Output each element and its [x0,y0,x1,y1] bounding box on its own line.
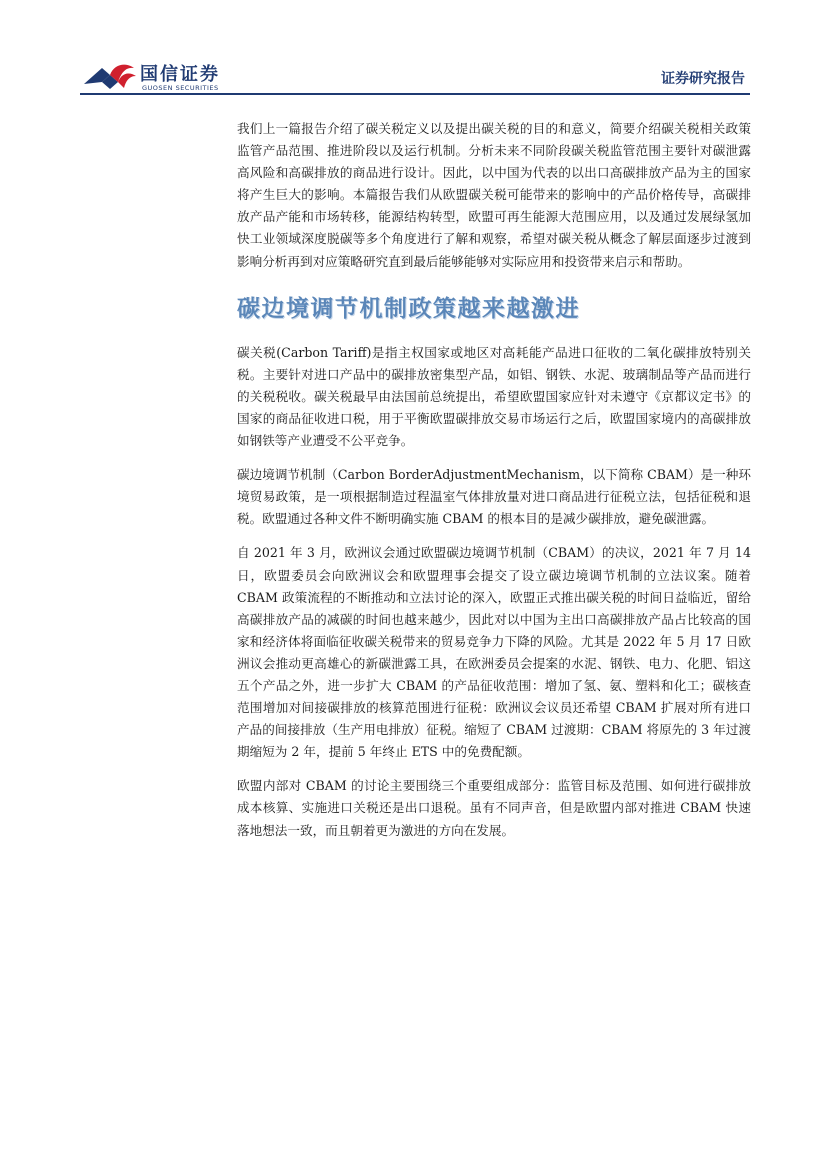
header-divider [80,93,750,95]
guosen-logo-icon [80,58,138,94]
page-header [0,0,827,100]
paragraph-cbam-definition: 碳边境调节机制（Carbon BorderAdjustmentMechanism，以下简称 CBAM）是一种环境贸易政策，是一项根据制造过程温室气体排放量对进口商品进行征税立法，包括征税和退税。欧盟通过各种文件不断明确实施 CBAM 的根本目的是减少碳排放，避免碳泄露。 [237,467,751,527]
logo-chinese-name: 国信证券 [140,64,220,85]
paragraph-carbon-tariff: 碳关税(Carbon Tariff)是指主权国家或地区对高耗能产品进口征收的二氧化碳排放特别关税。主要针对进口产品中的碳排放密集型产品，如铝、钢铁、水泥、玻璃制品等产品而进行的关税税收。碳关税最早由法国前总统提出，希望欧盟国家应针对未遵守《京都议定书》的国家的商品征收进口税，用于平衡欧盟碳排放交易市场运行之后，欧盟国家境内的高碳排放如钢铁等产业遭受不公平竞争。 [237,344,751,449]
company-logo [80,58,230,94]
section-heading: 碳边境调节机制政策越来越激进 [237,295,580,322]
intro-paragraph: 我们上一篇报告介绍了碳关税定义以及提出碳关税的目的和意义，简要介绍碳关税相关政策监管产品范围、推进阶段以及运行机制。分析未来不同阶段碳关税监管范围主要针对碳泄露高风险和高碳排放的商品进行设计。因此，以中国为代表的以出口高碳排放产品为主的国家将产生巨大的影响。本篇报告我们从欧盟碳关税可能带来的影响中的产品价格传导，高碳排放产品产能和市场转移，能源结构转型，欧盟可再生能源大范围应用，以及通过发展绿氢加快工业领域深度脱碳等多个角度进行了解和观察，希望对碳关税从概念了解层面逐步过渡到影响分析再到对应策略研究直到最后能够能够对实际应用和投资带来启示和帮助。 [237,121,751,269]
paragraph-cbam-timeline: 自 2021 年 3 月，欧洲议会通过欧盟碳边境调节机制（CBAM）的决议，2021 年 7 月 14 日，欧盟委员会向欧洲议会和欧盟理事会提交了设立碳边境调节机制的立法议案。随着 CBAM 政策流程的不断推动和立法讨论的深入，欧盟正式推出碳关税的时间日益临近，留给高碳排放产品的减碳的时间也越来越少，因此对以中国为主出口高碳排放产品占比较高的国家和经济体将面临征收碳关税带来的贸易竞争力下降的风险。尤其是 2022 年 5 月 17 日欧洲议会推动更高雄心的新碳泄露工具，在欧洲委员会提案的水泥、钢铁、电力、化肥、铝这五个产品之外，进一步扩大 CBAM 的产品征收范围：增加了氢、氨、塑料和化工；碳核查范围增加对间接碳排放的核算范围进行征税：欧洲议会议员还希望 CBAM 扩展对所有进口产品的间接排放（生产用电排放）征税。缩短了 CBAM 过渡期：CBAM 将原先的 3 年过渡期缩短为 2 年，提前 5 年终止 ETS 中的免费配额。 [237,545,751,760]
paragraph-eu-discussion: 欧盟内部对 CBAM 的讨论主要围绕三个重要组成部分：监管目标及范围、如何进行碳排放成本核算、实施进口关税还是出口退税。虽有不同声音，但是欧盟内部对推进 CBAM 快速落地想法一致，而且朝着更为激进的方向在发展。 [237,778,751,838]
report-type-label: 证券研究报告 [661,71,745,87]
logo-english-name: GUOSEN SECURITIES [142,84,219,92]
report-body [237,118,751,854]
